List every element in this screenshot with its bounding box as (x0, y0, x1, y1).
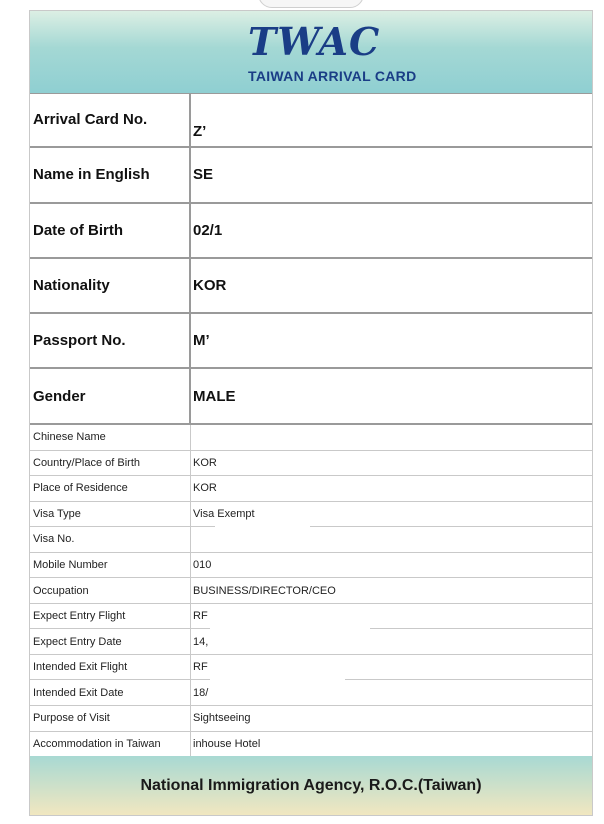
field-row-chinese-name (30, 425, 592, 451)
arrival-card (29, 10, 593, 816)
field-row-passport-no (30, 314, 592, 369)
field-label: Passport No. (30, 314, 191, 367)
field-row-arrival-card-no (30, 93, 592, 148)
field-label: Occupation (30, 578, 191, 603)
field-row-place-of-residence (30, 476, 592, 502)
field-label: Date of Birth (30, 204, 191, 257)
field-label: Visa No. (30, 527, 191, 552)
card-footer (30, 756, 592, 815)
field-label: Nationality (30, 259, 191, 312)
field-value: KOR (193, 456, 217, 469)
field-label: Accommodation in Taiwan (30, 732, 191, 757)
field-value (193, 425, 592, 450)
field-label: Country/Place of Birth (30, 451, 191, 476)
field-row-gender (30, 369, 592, 424)
field-label: Expect Entry Flight (30, 604, 191, 629)
field-row-mobile-number (30, 553, 592, 579)
field-value: SE (193, 166, 214, 184)
top-tab-handle (258, 0, 364, 8)
field-label: Visa Type (30, 502, 191, 527)
primary-fields (30, 93, 592, 425)
field-label: Arrival Card No. (30, 93, 191, 146)
field-value: RF (193, 610, 208, 623)
field-row-expect-entry-date (30, 629, 592, 655)
field-value: 02/1 (193, 221, 223, 239)
field-label: Place of Residence (30, 476, 191, 501)
field-label: Intended Exit Flight (30, 655, 191, 680)
twac-logo: TWAC (248, 19, 381, 64)
field-label: Chinese Name (30, 425, 191, 450)
field-value: M’ (193, 332, 210, 350)
field-value: Z’ (193, 123, 207, 140)
field-row-accommodation (30, 732, 592, 758)
field-row-expect-entry-flight (30, 604, 592, 630)
field-row-visa-no (30, 527, 592, 553)
field-value: Visa Exempt (193, 507, 255, 520)
field-value: RF (193, 661, 208, 674)
field-value: 18/ (193, 686, 209, 699)
agency-name: National Immigration Agency, R.O.C.(Taiwan) (140, 776, 482, 794)
card-header (30, 11, 592, 94)
redaction-mask (215, 521, 310, 545)
field-value: BUSINESS/DIRECTOR/CEO (193, 584, 336, 597)
field-value: 14, (193, 635, 209, 648)
field-row-nationality (30, 259, 592, 314)
field-label: Purpose of Visit (30, 706, 191, 731)
field-row-purpose-of-visit (30, 706, 592, 732)
field-label: Name in English (30, 148, 191, 201)
field-value: MALE (193, 387, 236, 405)
field-label: Mobile Number (30, 553, 191, 578)
field-label: Expect Entry Date (30, 629, 191, 654)
field-row-visa-type (30, 502, 592, 528)
field-label: Intended Exit Date (30, 680, 191, 705)
field-value: Sightseeing (193, 712, 251, 725)
field-value: KOR (193, 277, 227, 295)
field-row-date-of-birth (30, 204, 592, 259)
field-value: 010 (193, 559, 212, 571)
field-row-intended-exit-date (30, 680, 592, 706)
field-value: KOR (193, 482, 217, 495)
card-subtitle: TAIWAN ARRIVAL CARD (248, 68, 417, 84)
secondary-fields (30, 425, 592, 757)
field-row-intended-exit-flight (30, 655, 592, 681)
field-value: inhouse Hotel (193, 737, 261, 750)
field-row-occupation (30, 578, 592, 604)
field-row-country-of-birth (30, 451, 592, 477)
field-row-name-in-english (30, 148, 592, 203)
field-label: Gender (30, 369, 191, 422)
